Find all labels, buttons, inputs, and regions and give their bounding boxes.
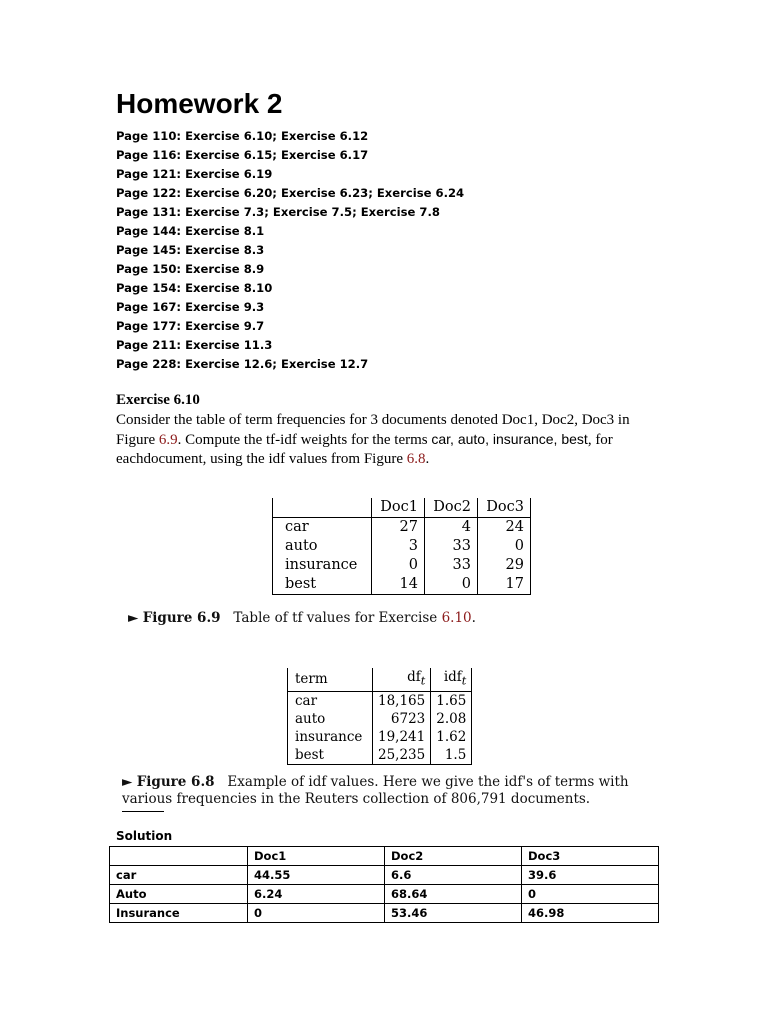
header-text: df [407,669,421,685]
table-cell: insurance [273,556,372,575]
triangle-marker-icon: ► [128,610,139,626]
table-cell: 17 [478,575,531,595]
table-cell: 18,165 [373,691,431,710]
figure-caption-6-9 [128,610,476,626]
table-header-row [288,668,472,691]
assignment-line: Page 144: Exercise 8.1 [116,224,265,238]
assignment-line: Page 145: Exercise 8.3 [116,243,265,257]
solution-table [109,846,659,923]
figure-label: Figure 6.8 [136,774,215,790]
table-cell: best [273,575,372,595]
table-cell: 0 [522,885,659,904]
caption-text-end: . [471,610,476,626]
table-row [288,746,472,765]
figure-ref-link[interactable]: 6.8 [406,451,426,467]
table-cell: insurance [288,728,373,746]
assignment-line: Page 110: Exercise 6.10; Exercise 6.12 [116,129,369,143]
assignment-line: Page 177: Exercise 9.7 [116,319,265,333]
table-cell: 53.46 [385,904,522,923]
table-cell: 1.62 [431,728,472,746]
table-row [110,904,659,923]
assignment-line: Page 228: Exercise 12.6; Exercise 12.7 [116,357,369,371]
table-cell: 6.6 [385,866,522,885]
assignment-line: Page 131: Exercise 7.3; Exercise 7.5; Exercise 7.8 [116,205,440,219]
assignment-line: Page 116: Exercise 6.15; Exercise 6.17 [116,148,369,162]
table-header-cell [373,668,431,691]
figure-caption-6-8 [122,774,662,808]
table-cell: Insurance [110,904,248,923]
exercise-text-part: . [425,451,430,467]
table-cell: 3 [372,537,425,556]
table-header-cell: Doc1 [372,498,425,518]
table-cell: 2.08 [431,710,472,728]
exercise-text-part: , for eachdocument, using the idf values from Figure [116,432,613,467]
table-header-cell: term [288,668,373,691]
table-cell: 29 [478,556,531,575]
page-title: Homework 2 [116,88,283,119]
caption-text: Example of idf values. Here we give the idf's of terms with various frequencies in the Reuters collection of 806,791 documents. [122,774,629,807]
table-row [273,575,531,595]
table-cell: 33 [425,537,478,556]
table-cell: 39.6 [522,866,659,885]
table-header-cell: Doc2 [385,847,522,866]
table-cell: 1.65 [431,691,472,710]
table-cell: 24 [478,518,531,538]
table-row [288,710,472,728]
table-cell: car [288,691,373,710]
table-cell: 6.24 [248,885,385,904]
table-header-cell: Doc1 [248,847,385,866]
table-cell: 0 [372,556,425,575]
header-text: idf [443,669,462,685]
table-row [273,537,531,556]
table-cell: 0 [425,575,478,595]
table-header-cell: Doc2 [425,498,478,518]
assignment-list [116,127,464,374]
assignment-line: Page 122: Exercise 6.20; Exercise 6.23; Exercise 6.24 [116,186,465,200]
table-header-cell [110,847,248,866]
header-subscript: t [420,674,426,688]
table-cell: 19,241 [373,728,431,746]
table-cell: 0 [478,537,531,556]
table-cell: 68.64 [385,885,522,904]
table-cell: 1.5 [431,746,472,765]
assignment-line: Page 167: Exercise 9.3 [116,300,265,314]
table-cell: Auto [110,885,248,904]
table-header-row [110,847,659,866]
assignment-line: Page 211: Exercise 11.3 [116,338,273,352]
table-row [110,885,659,904]
table-cell: 0 [248,904,385,923]
table-header-cell [273,498,372,518]
exercise-text-part: Consider the table of term frequencies for 3 documents denoted Doc1, Doc2, Doc3 in Figure [116,412,630,448]
table-row [273,556,531,575]
table-cell: 33 [425,556,478,575]
idf-values-table [287,668,472,765]
triangle-marker-icon: ► [122,774,133,790]
caption-divider [122,811,164,812]
assignment-line: Page 121: Exercise 6.19 [116,167,273,181]
exercise-terms: car, auto, insurance, best [431,431,588,447]
table-cell: 6723 [373,710,431,728]
exercise-text-part: . Compute the tf-idf weights for the terms [177,432,432,448]
assignment-line: Page 150: Exercise 8.9 [116,262,265,276]
table-cell: 27 [372,518,425,538]
solution-label: Solution [116,829,173,843]
figure-label: Figure 6.9 [142,610,221,626]
figure-ref-link[interactable]: 6.10 [441,610,472,626]
exercise-heading: Exercise 6.10 [116,392,200,408]
table-row [273,518,531,538]
table-cell: best [288,746,373,765]
table-row [110,866,659,885]
table-header-cell: Doc3 [478,498,531,518]
table-cell: car [273,518,372,538]
tf-values-table [272,498,531,595]
caption-text: Table of tf values for Exercise [233,610,442,626]
table-cell: auto [288,710,373,728]
table-cell: 46.98 [522,904,659,923]
table-cell: car [110,866,248,885]
table-cell: 44.55 [248,866,385,885]
table-cell: 14 [372,575,425,595]
table-cell: auto [273,537,372,556]
exercise-text [116,411,656,469]
table-row [288,691,472,710]
table-header-cell [431,668,472,691]
table-row [288,728,472,746]
table-cell: 4 [425,518,478,538]
table-cell: 25,235 [373,746,431,765]
assignment-line: Page 154: Exercise 8.10 [116,281,273,295]
table-header-row [273,498,531,518]
figure-ref-link[interactable]: 6.9 [158,432,178,448]
table-header-cell: Doc3 [522,847,659,866]
header-subscript: t [461,674,467,688]
